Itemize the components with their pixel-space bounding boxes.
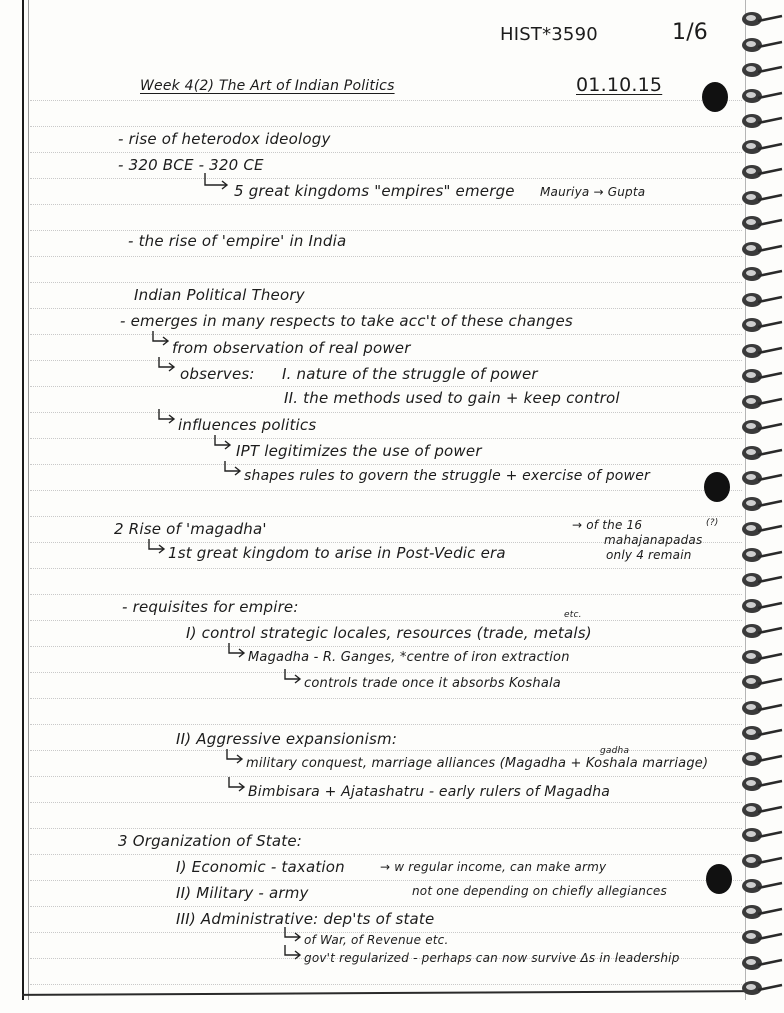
arrow-icon [282,944,304,962]
ruled-line [30,256,742,257]
punch-hole [704,472,730,502]
arrow-icon [212,434,234,452]
ruled-line [30,698,742,699]
spiral-coil [738,163,784,183]
arrow-icon [202,172,232,192]
page-margin-line [28,0,29,1000]
ruled-line [30,776,742,777]
ruled-line [30,282,742,283]
ruled-line [30,230,742,231]
spiral-coil [738,852,784,872]
page-number: 1/6 [672,20,709,45]
spiral-coil [738,546,784,566]
ruled-line [30,464,742,465]
note-line: military conquest, marriage alliances (Magadha + Koshala marriage) [246,756,709,771]
spiral-coil [738,826,784,846]
spiral-coil [738,138,784,158]
ruled-line [30,308,742,309]
ruled-line [30,386,742,387]
spiral-coil [738,673,784,693]
spiral-coil [738,367,784,387]
arrow-icon [226,776,248,794]
note-line: - rise of heterodox ideology [118,130,331,148]
note-line: 5 great kingdoms "empires" emerge [234,182,515,200]
note-line: shapes rules to govern the struggle + exercise of power [244,468,650,484]
note-line: - the rise of 'empire' in India [128,232,347,250]
section-heading: 2 Rise of 'magadha' [114,520,267,538]
section-heading: Indian Political Theory [134,286,305,304]
ruled-line [30,984,742,985]
spiral-coil [738,342,784,362]
note-line: Mauriya → Gupta [540,185,646,199]
ruled-line [30,828,742,829]
ruled-line [30,126,742,127]
spiral-coil [738,61,784,81]
note-line: II. the methods used to gain + keep control [284,389,620,407]
spiral-coil [738,928,784,948]
arrow-icon [224,748,246,766]
course-code: HIST*3590 [500,24,598,45]
spiral-coil [738,189,784,209]
side-note: mahajanapadas [604,533,703,547]
ruled-line [30,516,742,517]
spiral-coil [738,622,784,642]
note-line: controls trade once it absorbs Koshala [304,676,561,691]
note-line: from observation of real power [172,339,411,357]
ruled-line [30,724,742,725]
note-line: I) Economic - taxation [176,858,345,876]
note-line: observes: [180,365,255,383]
note-line: Magadha - R. Ganges, *centre of iron extraction [248,650,570,665]
note-line: Bimbisara + Ajatashatru - early rulers of Magadha [248,784,611,800]
spiral-coil [738,520,784,540]
note-line: → w regular income, can make army [380,860,607,874]
side-note: → of the 16 [572,518,643,532]
spiral-coil [738,316,784,336]
spiral-coil [738,495,784,515]
spiral-coil [738,393,784,413]
ruled-line [30,152,742,153]
note-line: gov't regularized - perhaps can now survive Δs in leadership [304,951,680,965]
arrow-icon [282,926,304,944]
note-line: II) Military - army [176,884,309,902]
note-line: - 320 BCE - 320 CE [118,156,264,174]
arrow-icon [156,408,178,426]
page-left-edge [22,0,24,1000]
spiral-coil [738,214,784,234]
page-bottom-edge [22,990,752,996]
section-heading: 3 Organization of State: [118,832,303,850]
spiral-coil [738,903,784,923]
spiral-coil [738,954,784,974]
spiral-coil [738,877,784,897]
spiral-coil [738,112,784,132]
side-note: only 4 remain [606,548,692,562]
ruled-line [30,854,742,855]
page-date: 01.10.15 [576,74,663,96]
spiral-coil [738,648,784,668]
note-line: of War, of Revenue etc. [304,933,449,947]
ruled-line [30,412,742,413]
ruled-line [30,594,742,595]
note-line: - emerges in many respects to take acc't of these changes [120,312,573,330]
spiral-coil [738,240,784,260]
spiral-coil [738,87,784,107]
spiral-coil [738,418,784,438]
note-line: I) control strategic locales, resources (trade, metals) [186,624,592,642]
spiral-coil [738,36,784,56]
ruled-line [30,100,742,101]
note-line: - requisites for empire: [122,598,299,616]
ruled-line [30,906,742,907]
spiral-coil [738,801,784,821]
ruled-line [30,438,742,439]
ruled-line [30,880,742,881]
ruled-line [30,620,742,621]
spiral-coil [738,571,784,591]
spiral-coil [738,444,784,464]
ruled-line [30,646,742,647]
spiral-coil [738,724,784,744]
spiral-coil [738,979,784,999]
arrow-icon [282,668,304,686]
ruled-line [30,490,742,491]
spiral-coil [738,699,784,719]
ruled-line [30,672,742,673]
ruled-line [30,750,742,751]
note-line: I. nature of the struggle of power [282,365,538,383]
spiral-coil [738,469,784,489]
note-line: influences politics [178,416,317,434]
arrow-icon [222,460,244,478]
punch-hole [706,864,732,894]
ruled-line [30,360,742,361]
note-annotation: etc. [564,610,582,620]
arrow-icon [226,642,248,660]
spiral-coil [738,265,784,285]
note-line: IPT legitimizes the use of power [236,442,482,460]
ruled-line [30,802,742,803]
note-line: 1st great kingdom to arise in Post-Vedic era [168,544,506,562]
ruled-line [30,204,742,205]
note-line: not one depending on chiefly allegiances [412,884,667,898]
ruled-line [30,568,742,569]
side-note: (?) [706,518,719,528]
arrow-icon [146,538,168,556]
note-line: III) Administrative: dep'ts of state [176,910,435,928]
spiral-coil [738,10,784,30]
note-line: II) Aggressive expansionism: [176,730,398,748]
spiral-coil [738,750,784,770]
arrow-icon [156,356,178,374]
spiral-coil [738,597,784,617]
ruled-line [30,334,742,335]
spiral-coil [738,775,784,795]
ruled-line [30,178,742,179]
page-title: Week 4(2) The Art of Indian Politics [140,78,395,94]
arrow-icon [150,330,172,348]
note-annotation: gadha [600,746,630,756]
punch-hole [702,82,728,112]
spiral-coil [738,291,784,311]
